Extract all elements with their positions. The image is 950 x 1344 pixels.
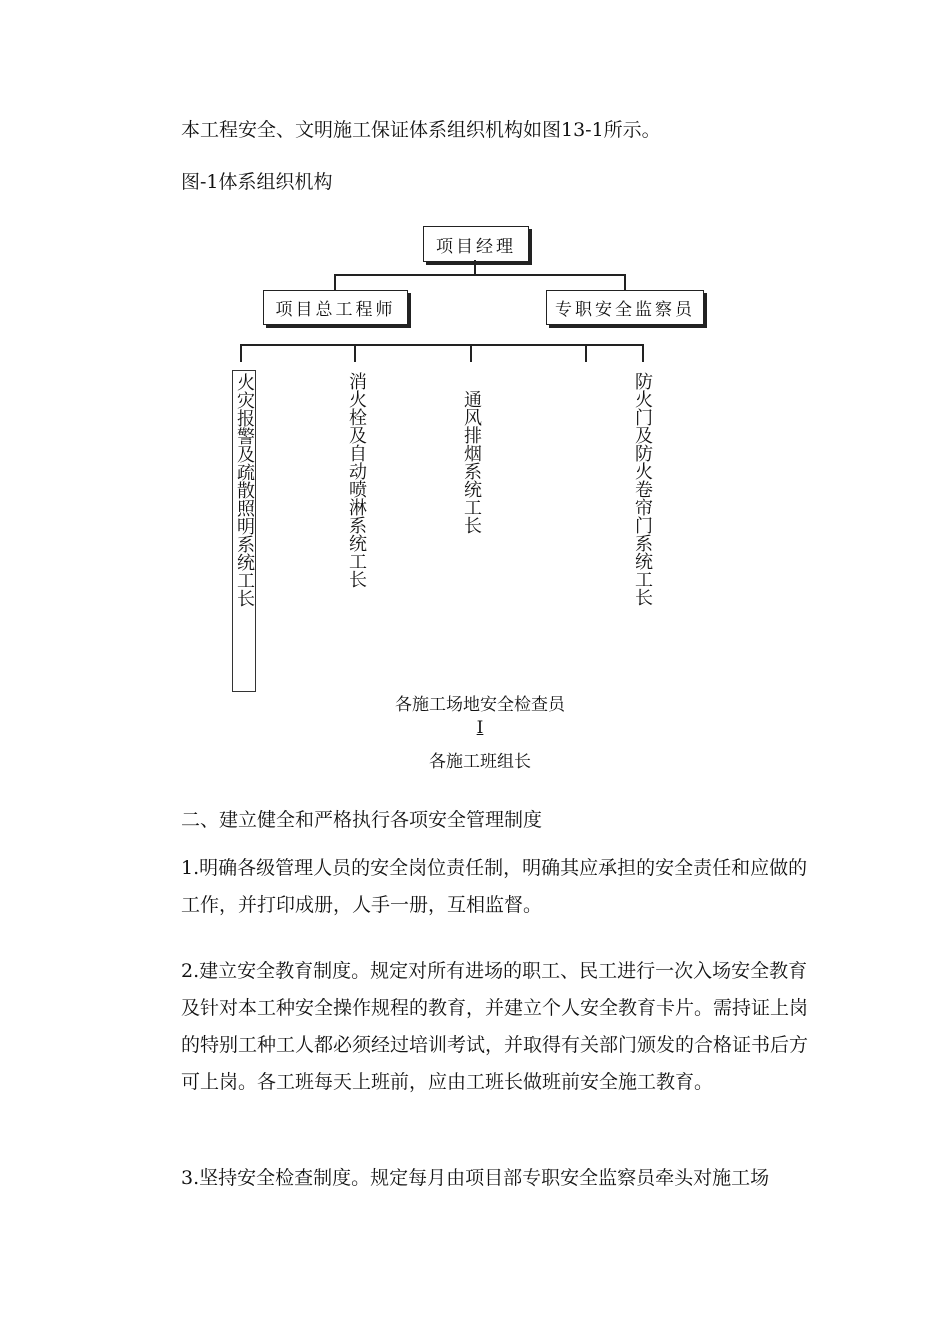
paragraph-2: 2.建立安全教育制度。规定对所有进场的职工、民工进行一次入场安全教育及针对本工种安全操作规程的教育，并建立个人安全教育卡片。需持证上岗的特别工种工人都必须经过培训考试，并取得有关部门颁发的合格证书后方可上岗。各工班每天上班前，应由工班长做班前安全施工教育。 bbox=[181, 960, 809, 1093]
org-leaf-hydrant: 消火栓及自动喷淋系统工长 bbox=[346, 372, 367, 588]
org-connector-glyph: I bbox=[476, 718, 484, 738]
org-box-chief-engineer: 项目总工程师 bbox=[263, 290, 408, 325]
connector-line bbox=[642, 344, 644, 362]
intro-text: 本工程安全、文明施工保证体系组织机构如图13-1所示。 bbox=[181, 119, 661, 141]
connector-line bbox=[240, 344, 644, 346]
connector-line bbox=[624, 274, 626, 290]
connector-line bbox=[585, 344, 587, 362]
org-box-safety-inspector: 专职安全监察员 bbox=[546, 290, 704, 325]
paragraph-3: 3.坚持安全检查制度。规定每月由项目部专职安全监察员牵头对施工场 bbox=[181, 1167, 770, 1189]
org-leaf-fire-door: 防火门及防火卷帘门系统工长 bbox=[632, 372, 653, 606]
connector-line bbox=[240, 344, 242, 362]
paragraph-1: 1.明确各级管理人员的安全岗位责任制，明确其应承担的安全责任和应做的工作，并打印成册，人手一册，互相监督。 bbox=[181, 857, 808, 916]
org-top-box: 项目经理 bbox=[423, 226, 529, 262]
org-team-leader-label: 各施工班组长 bbox=[429, 752, 531, 772]
org-leaf-fire-alarm: 火灾报警及疏散照明系统工长 bbox=[232, 370, 256, 692]
connector-line bbox=[470, 344, 472, 362]
connector-line bbox=[334, 274, 625, 276]
org-inspector-label: 各施工场地安全检查员 bbox=[395, 695, 565, 715]
connector-line bbox=[334, 274, 336, 290]
org-leaf-ventilation: 通风排烟系统工长 bbox=[461, 390, 482, 534]
section-heading: 二、建立健全和严格执行各项安全管理制度 bbox=[181, 809, 543, 831]
connector-line bbox=[354, 344, 356, 362]
figure-caption: 图-1体系组织机构 bbox=[181, 171, 333, 193]
